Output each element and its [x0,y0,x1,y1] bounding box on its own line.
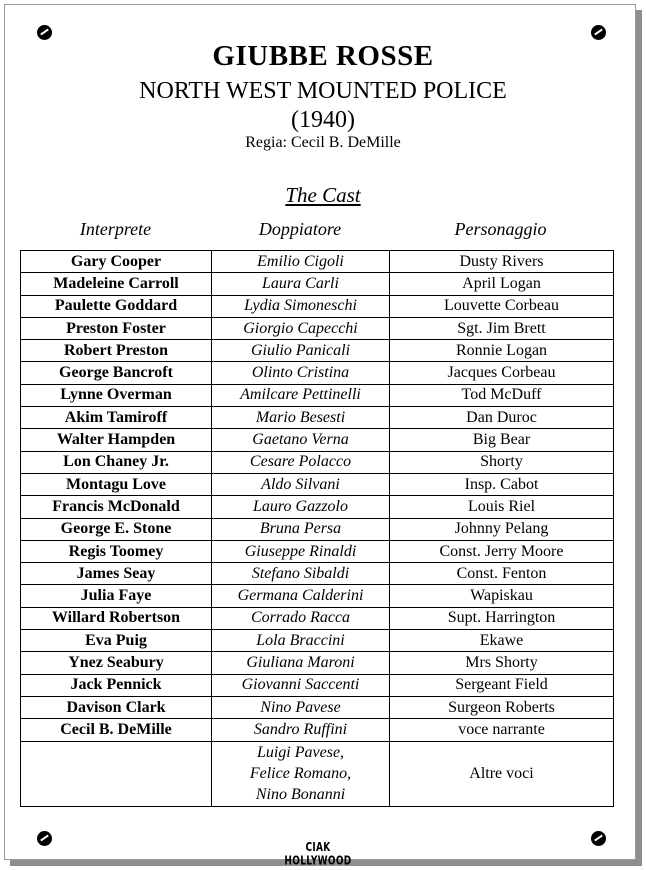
actor-cell: Francis McDonald [21,496,212,518]
actor-cell: Julia Faye [21,585,212,607]
actor-cell [21,741,212,806]
character-cell: Supt. Harrington [390,607,614,629]
dubber-cell: Amilcare Pettinelli [212,384,390,406]
dubber-cell: Lola Braccini [212,630,390,652]
column-header-actor: Interprete [79,219,152,239]
table-row [21,362,614,384]
character-cell: Const. Jerry Moore [390,540,614,562]
table-row [21,719,614,741]
dubber-cell: Emilio Cigoli [212,251,390,273]
table-row [21,496,614,518]
column-header-character: Personaggio [454,219,547,239]
actor-cell: George Bancroft [21,362,212,384]
character-cell: Surgeon Roberts [390,696,614,718]
cast-heading: The Cast [285,183,361,207]
table-row [21,429,614,451]
table-row [21,317,614,339]
dubber-cell [212,741,390,806]
dubber-cell: Gaetano Verna [212,429,390,451]
release-year: (1940) [291,107,355,133]
table-row [21,585,614,607]
actor-cell: Lon Chaney Jr. [21,451,212,473]
table-row [21,540,614,562]
table-row [21,674,614,696]
ciak-hollywood-logo: CIAK HOLLYWOOD [284,841,352,869]
table-row [21,407,614,429]
table-row [21,251,614,273]
actor-cell: Willard Robertson [21,607,212,629]
page-title: GIUBBE ROSSE [212,40,434,72]
actor-cell: Gary Cooper [21,251,212,273]
dubber-cell: Giulio Panicali [212,340,390,362]
actor-cell: James Seay [21,563,212,585]
dubber-cell: Germana Calderini [212,585,390,607]
character-cell: Ronnie Logan [390,340,614,362]
cast-table [20,250,614,807]
actor-cell: Lynne Overman [21,384,212,406]
actor-cell: Walter Hampden [21,429,212,451]
character-cell: Dusty Rivers [390,251,614,273]
actor-cell: Ynez Seabury [21,652,212,674]
character-cell: voce narrante [390,719,614,741]
table-row [21,384,614,406]
actor-cell: George E. Stone [21,518,212,540]
dubber-cell: Aldo Silvani [212,473,390,495]
character-cell: Mrs Shorty [390,652,614,674]
dubber-cell: Mario Besesti [212,407,390,429]
character-cell: Louvette Corbeau [390,295,614,317]
character-cell: Sergeant Field [390,674,614,696]
dubber-cell: Giuliana Maroni [212,652,390,674]
character-cell: Louis Riel [390,496,614,518]
screw-icon [591,25,606,40]
dubber-cell: Giorgio Capecchi [212,317,390,339]
character-cell: Big Bear [390,429,614,451]
table-row [21,473,614,495]
actor-cell: Davison Clark [21,696,212,718]
director-credit: Regia: Cecil B. DeMille [245,134,401,151]
dubber-cell: Lauro Gazzolo [212,496,390,518]
table-row [21,652,614,674]
screw-icon [591,831,606,846]
character-cell: Altre voci [390,741,614,806]
character-cell: Tod McDuff [390,384,614,406]
character-cell: Johnny Pelang [390,518,614,540]
character-cell: Wapiskau [390,585,614,607]
table-row [21,563,614,585]
dubber-name: Felice Romano, [249,765,352,783]
table-row [21,607,614,629]
column-header-dubber: Doppiatore [258,219,342,239]
character-cell: Jacques Corbeau [390,362,614,384]
screw-icon [37,831,52,846]
dubber-cell: Giuseppe Rinaldi [212,540,390,562]
actor-cell: Montagu Love [21,473,212,495]
table-row [21,630,614,652]
table-row [21,273,614,295]
dubber-cell: Bruna Persa [212,518,390,540]
table-row [21,340,614,362]
actor-cell: Preston Foster [21,317,212,339]
dubber-cell: Nino Pavese [212,696,390,718]
character-cell: Shorty [390,451,614,473]
table-row [21,295,614,317]
table-row [21,518,614,540]
character-cell: Insp. Cabot [390,473,614,495]
dubber-cell: Stefano Sibaldi [212,563,390,585]
table-row-other-voices [21,741,614,806]
character-cell: April Logan [390,273,614,295]
character-cell: Dan Duroc [390,407,614,429]
dubber-cell: Lydia Simoneschi [212,295,390,317]
actor-cell: Madeleine Carroll [21,273,212,295]
character-cell: Sgt. Jim Brett [390,317,614,339]
actor-cell: Paulette Goddard [21,295,212,317]
dubber-name: Nino Bonanni [255,786,346,804]
actor-cell: Regis Toomey [21,540,212,562]
dubber-cell: Cesare Polacco [212,451,390,473]
table-row [21,696,614,718]
actor-cell: Robert Preston [21,340,212,362]
actor-cell: Jack Pennick [21,674,212,696]
actor-cell: Eva Puig [21,630,212,652]
dubber-name: Luigi Pavese, [256,744,345,762]
original-title: NORTH WEST MOUNTED POLICE [139,78,507,104]
table-row [21,451,614,473]
dubber-cell: Sandro Ruffini [212,719,390,741]
dubber-cell: Olinto Cristina [212,362,390,384]
character-cell: Ekawe [390,630,614,652]
dubber-cell: Laura Carli [212,273,390,295]
dubber-cell: Giovanni Saccenti [212,674,390,696]
actor-cell: Cecil B. DeMille [21,719,212,741]
character-cell: Const. Fenton [390,563,614,585]
dubber-cell: Corrado Racca [212,607,390,629]
screw-icon [37,25,52,40]
actor-cell: Akim Tamiroff [21,407,212,429]
